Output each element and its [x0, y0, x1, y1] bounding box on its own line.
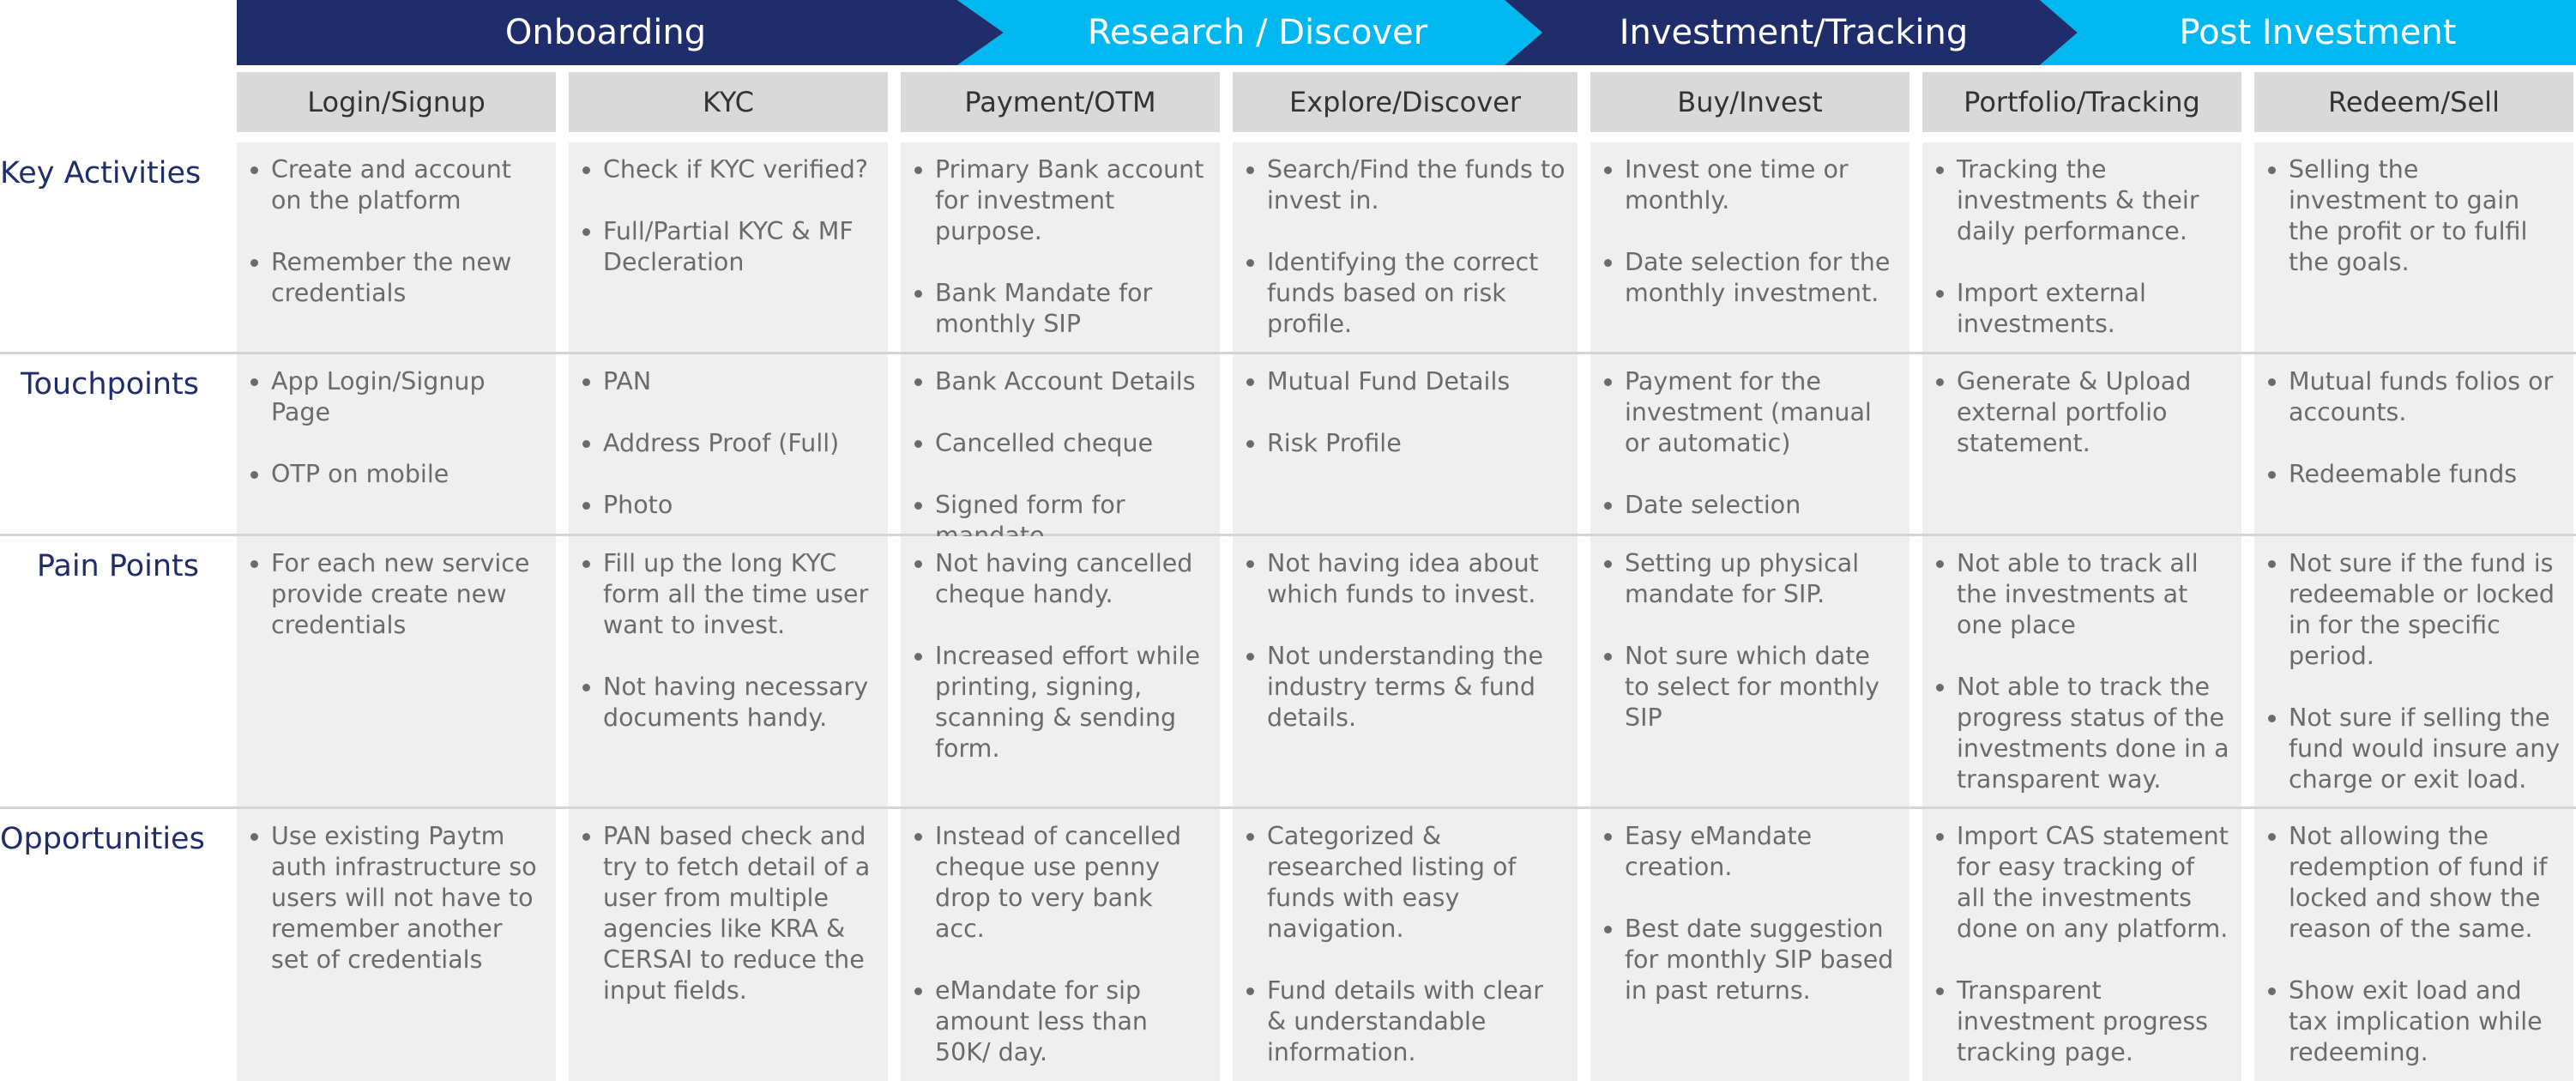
bullet-item: Bank Mandate for monthly SIP [913, 278, 1208, 340]
bullet-item: Fund details with clear & understandable information. [1245, 975, 1566, 1068]
bullet-item: Not understanding the industry terms & fund details. [1245, 641, 1566, 734]
bullet-item: Instead of cancelled cheque use penny drop to very bank acc. [913, 821, 1208, 945]
bullet-item: Import external investments. [1934, 278, 2229, 340]
bullet-item: Setting up physical mandate for SIP. [1602, 548, 1897, 610]
cell-key-activities-portfolio-tracking [1922, 142, 2241, 352]
bullet-list [1245, 821, 1566, 1068]
bullet-item: Categorized & researched listing of funds with easy navigation. [1245, 821, 1566, 945]
cell-touchpoints-payment-otm [901, 354, 1220, 534]
bullet-item: Address Proof (Full) [581, 428, 876, 459]
bullet-item: Selling the investment to gain the profit or to fulfil the goals. [2266, 154, 2561, 278]
bullet-list [2266, 821, 2561, 1068]
bullet-item: Mutual Fund Details [1245, 366, 1566, 397]
bullet-list [1602, 154, 1897, 309]
cell-opportunities-kyc [569, 809, 888, 1081]
bullet-item: Use existing Paytm auth infrastructure so users will not have to remember another set of credentials [249, 821, 544, 975]
bullet-item: Search/Find the funds to invest in. [1245, 154, 1566, 216]
cell-pain-points-payment-otm [901, 536, 1220, 806]
bullet-item: Tracking the investments & their daily performance. [1934, 154, 2229, 247]
cell-touchpoints-login-signup [237, 354, 556, 534]
bullet-item: Not sure if selling the fund would insure any charge or exit load. [2266, 703, 2561, 795]
bullet-item: OTP on mobile [249, 459, 544, 490]
bullet-list [581, 366, 876, 521]
cell-touchpoints-portfolio-tracking [1922, 354, 2241, 534]
row-label-key-activities: Key Activities [0, 156, 202, 190]
stage-header-explore-discover: Explore/Discover [1233, 72, 1578, 132]
bullet-list [1934, 821, 2229, 1068]
bullet-list [581, 548, 876, 734]
row-label-opportunities: Opportunities [0, 822, 205, 856]
bullet-list [2266, 366, 2561, 490]
cell-opportunities-portfolio-tracking [1922, 809, 2241, 1081]
stage-header-payment-otm: Payment/OTM [901, 72, 1220, 132]
phase-label-research: Research / Discover [1087, 13, 1428, 52]
cell-key-activities-redeem-sell [2254, 142, 2573, 352]
cell-key-activities-payment-otm [901, 142, 1220, 352]
bullet-item: Not sure if the fund is redeemable or locked in for the specific period. [2266, 548, 2561, 672]
bullet-item: Cancelled cheque [913, 428, 1208, 459]
bullet-list [2266, 548, 2561, 795]
bullet-item: Not having cancelled cheque handy. [913, 548, 1208, 610]
phase-label-investment: Investment/Tracking [1619, 13, 1969, 52]
bullet-list [249, 548, 544, 641]
bullet-list [581, 154, 876, 278]
bullet-list [913, 548, 1208, 764]
cell-opportunities-payment-otm [901, 809, 1220, 1081]
cell-pain-points-explore-discover [1233, 536, 1578, 806]
bullet-item: Not able to track all the investments at one place [1934, 548, 2229, 641]
bullet-item: PAN [581, 366, 876, 397]
bullet-item: Not having necessary documents handy. [581, 672, 876, 734]
cell-touchpoints-kyc [569, 354, 888, 534]
bullet-item: Not allowing the redemption of fund if locked and show the reason of the same. [2266, 821, 2561, 945]
cell-touchpoints-buy-invest [1590, 354, 1909, 534]
bullet-list [249, 154, 544, 309]
cell-opportunities-buy-invest [1590, 809, 1909, 1081]
bullet-list [1934, 366, 2229, 459]
bullet-item: PAN based check and try to fetch detail of a user from multiple agencies like KRA & CERSAI to reduce the input fields. [581, 821, 876, 1006]
bullet-item: Not able to track the progress status of the investments done in a transparent way. [1934, 672, 2229, 795]
cell-pain-points-buy-invest [1590, 536, 1909, 806]
phase-label-post-investment: Post Investment [2179, 13, 2457, 52]
bullet-item: Full/Partial KYC & MF Decleration [581, 216, 876, 278]
bullet-item: Check if KYC verified? [581, 154, 876, 185]
stage-header-login-signup: Login/Signup [237, 72, 556, 132]
bullet-item: Remember the new credentials [249, 247, 544, 309]
stage-header-redeem-sell: Redeem/Sell [2254, 72, 2573, 132]
stage-header-kyc: KYC [569, 72, 888, 132]
bullet-item: Transparent investment progress tracking page. [1934, 975, 2229, 1068]
bullet-item: Easy eMandate creation. [1602, 821, 1897, 883]
row-label-touchpoints: Touchpoints [21, 367, 199, 402]
cell-touchpoints-redeem-sell [2254, 354, 2573, 534]
bullet-list [1245, 154, 1566, 340]
bullet-item: Bank Account Details [913, 366, 1208, 397]
cell-pain-points-kyc [569, 536, 888, 806]
row-label-pain-points: Pain Points [36, 549, 199, 583]
bullet-item: App Login/Signup Page [249, 366, 544, 428]
bullet-item: Payment for the investment (manual or automatic) [1602, 366, 1897, 459]
bullet-list [913, 154, 1208, 340]
bullet-item: Create and account on the platform [249, 154, 544, 216]
bullet-item: Show exit load and tax implication while redeeming. [2266, 975, 2561, 1068]
bullet-list [249, 821, 544, 975]
bullet-item: Identifying the correct funds based on risk profile. [1245, 247, 1566, 340]
stage-header-buy-invest: Buy/Invest [1590, 72, 1909, 132]
bullet-item: Photo [581, 490, 876, 521]
bullet-item: Date selection [1602, 490, 1897, 521]
bullet-item: For each new service provide create new credentials [249, 548, 544, 641]
bullet-item: Fill up the long KYC form all the time user want to invest. [581, 548, 876, 641]
cell-opportunities-login-signup [237, 809, 556, 1081]
bullet-item: Generate & Upload external portfolio statement. [1934, 366, 2229, 459]
bullet-list [249, 366, 544, 490]
bullet-item: Not having idea about which funds to invest. [1245, 548, 1566, 610]
bullet-item: Not sure which date to select for monthly SIP [1602, 641, 1897, 734]
bullet-item: eMandate for sip amount less than 50K/ day. [913, 975, 1208, 1068]
cell-key-activities-explore-discover [1233, 142, 1578, 352]
bullet-item: Primary Bank account for investment purpose. [913, 154, 1208, 247]
cell-touchpoints-explore-discover [1233, 354, 1578, 534]
bullet-list [1602, 548, 1897, 734]
bullet-list [1245, 366, 1566, 459]
cell-pain-points-portfolio-tracking [1922, 536, 2241, 806]
bullet-item: Import CAS statement for easy tracking of all the investments done on any platform. [1934, 821, 2229, 945]
phase-label-onboarding: Onboarding [504, 13, 707, 52]
cell-key-activities-buy-invest [1590, 142, 1909, 352]
bullet-list [1934, 154, 2229, 340]
cell-opportunities-redeem-sell [2254, 809, 2573, 1081]
cell-key-activities-login-signup [237, 142, 556, 352]
bullet-item: Mutual funds folios or accounts. [2266, 366, 2561, 428]
bullet-list [1934, 548, 2229, 795]
bullet-item: Increased effort while printing, signing, scanning & sending form. [913, 641, 1208, 764]
bullet-item: Invest one time or monthly. [1602, 154, 1897, 216]
cell-opportunities-explore-discover [1233, 809, 1578, 1081]
bullet-list [1245, 548, 1566, 734]
phase-banner [237, 0, 2576, 65]
bullet-list [1602, 821, 1897, 1006]
stage-header-portfolio-tracking: Portfolio/Tracking [1922, 72, 2241, 132]
bullet-item: Risk Profile [1245, 428, 1566, 459]
bullet-list [913, 366, 1208, 552]
cell-key-activities-kyc [569, 142, 888, 352]
bullet-list [1602, 366, 1897, 521]
cell-pain-points-redeem-sell [2254, 536, 2573, 806]
bullet-list [581, 821, 876, 1006]
cell-pain-points-login-signup [237, 536, 556, 806]
bullet-item: Signed form for [913, 490, 1208, 552]
bullet-list [2266, 154, 2561, 278]
bullet-item: Redeemable funds [2266, 459, 2561, 490]
bullet-item: Best date suggestion for monthly SIP based in past returns. [1602, 914, 1897, 1006]
bullet-list [913, 821, 1208, 1068]
bullet-item: Date selection for the monthly investment. [1602, 247, 1897, 309]
